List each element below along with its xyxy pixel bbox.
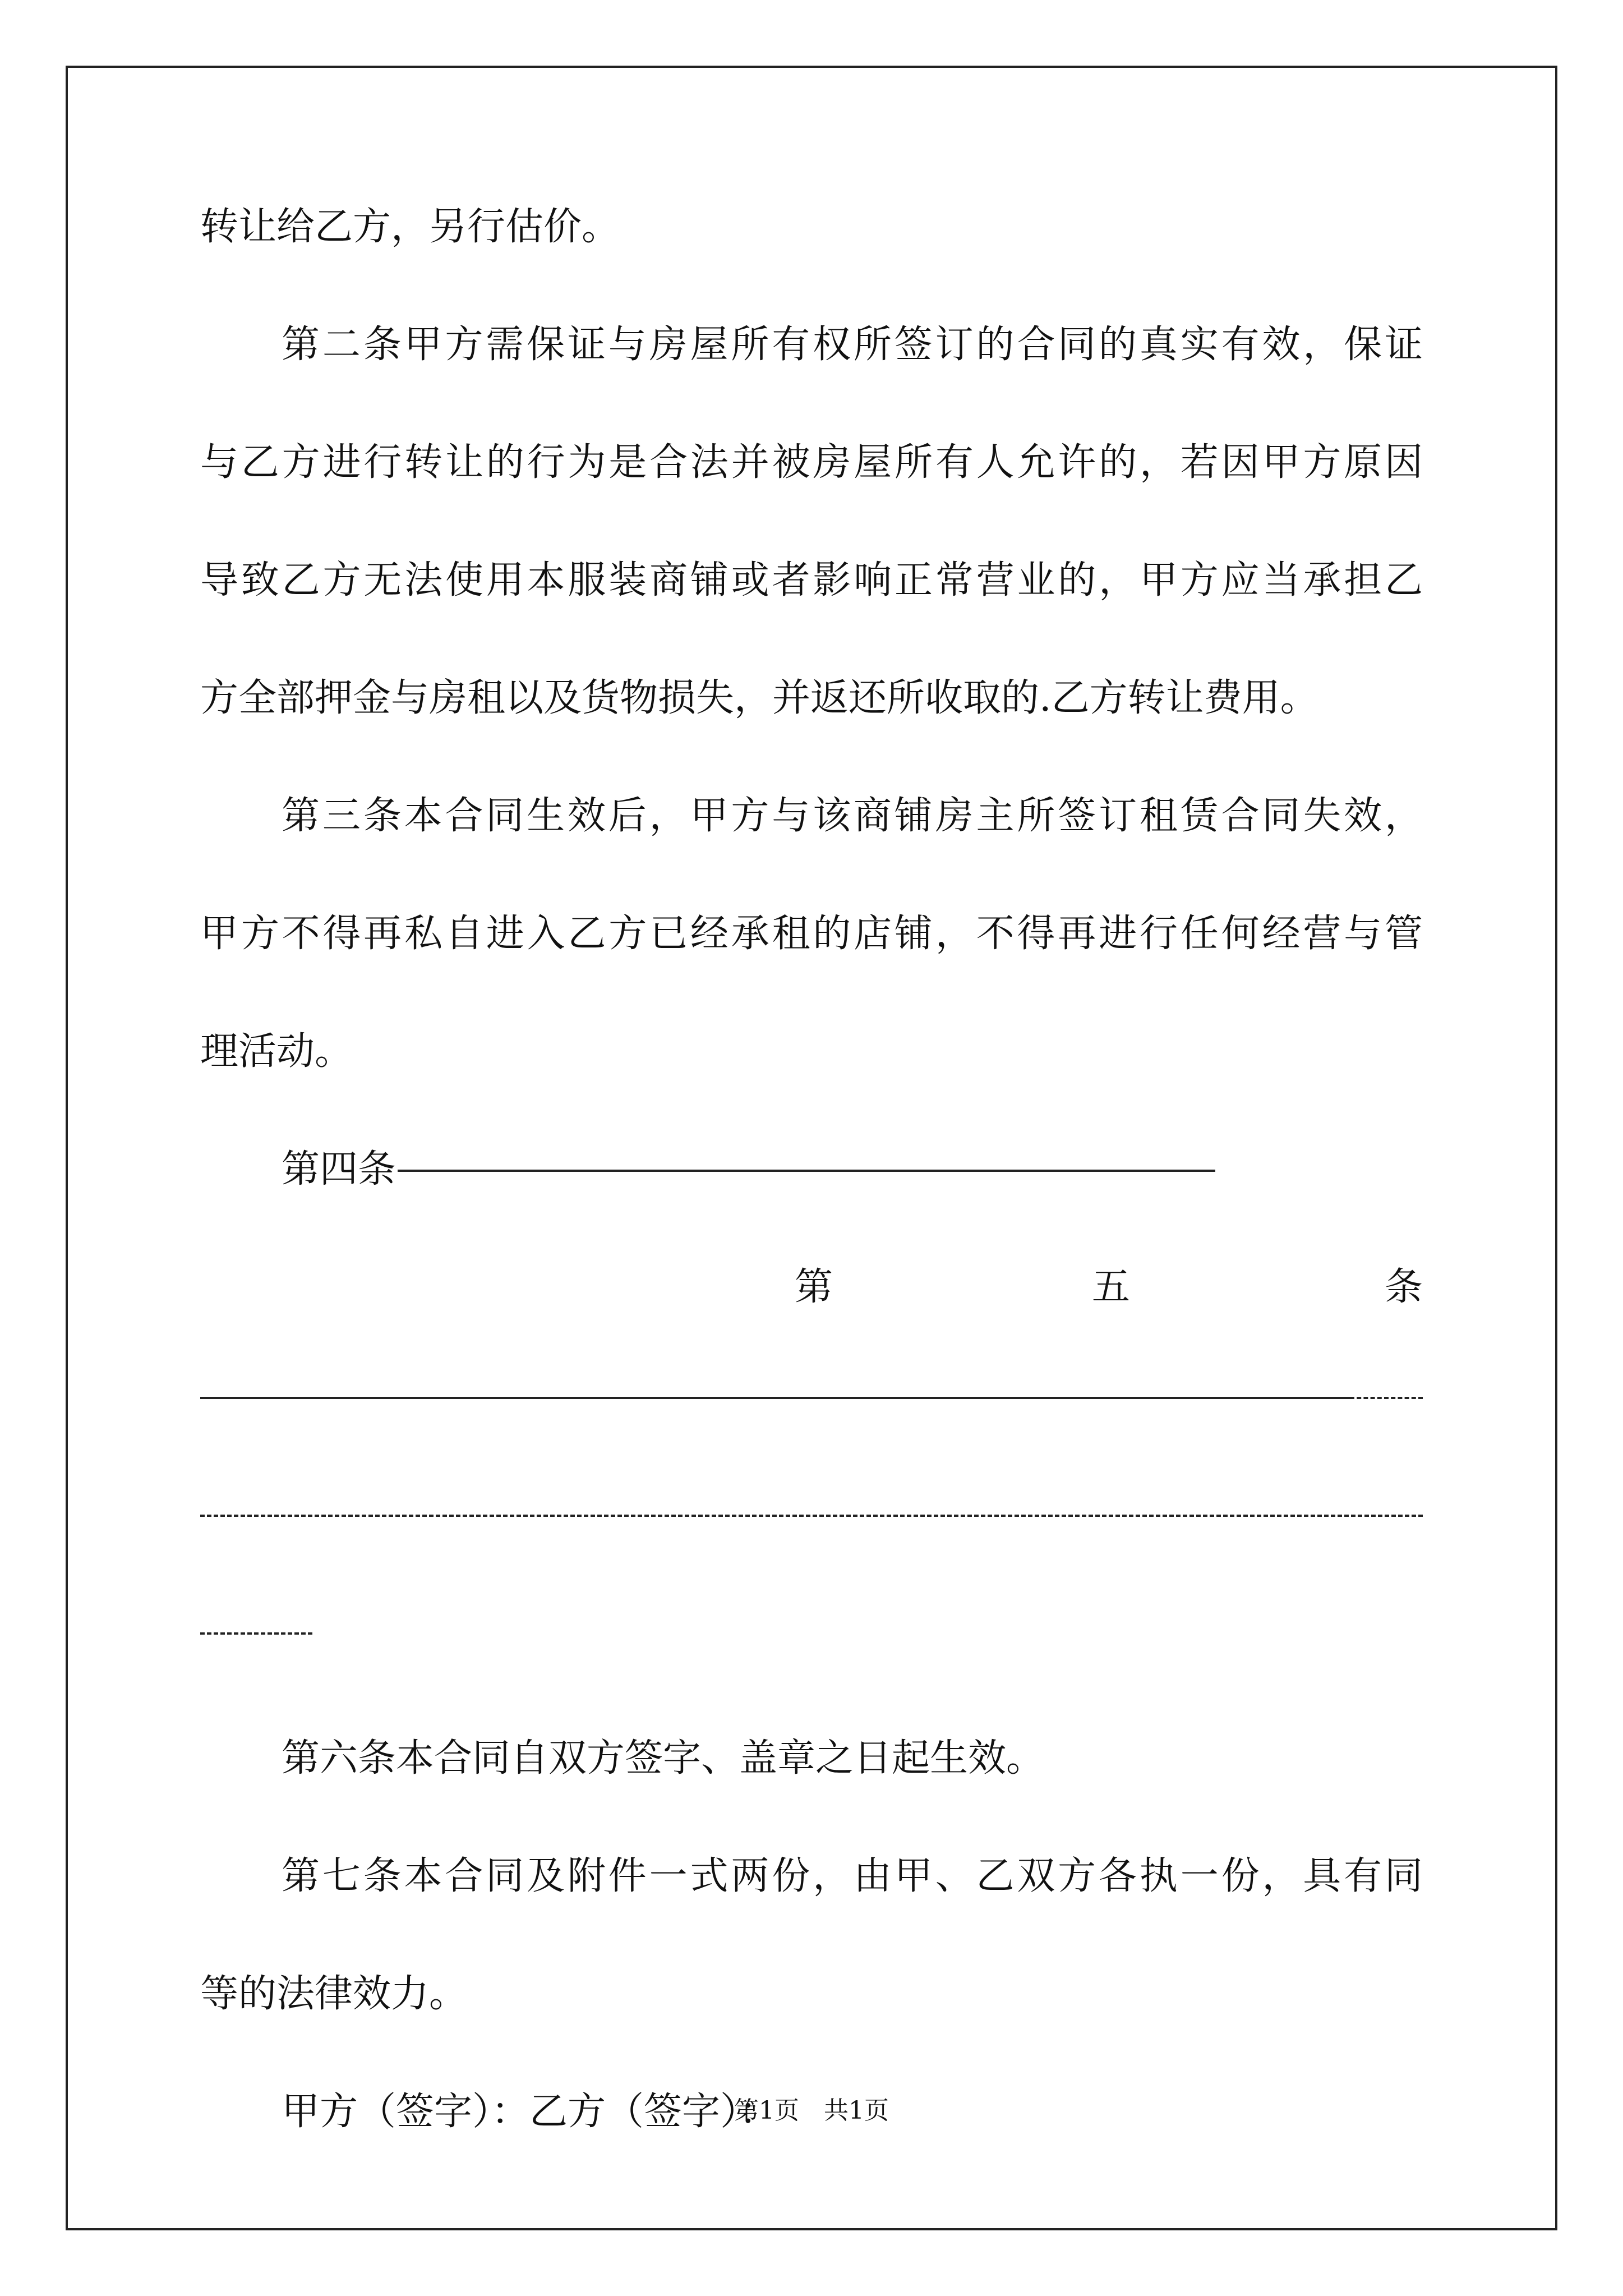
- paragraph-line: 甲方不得再私自进入乙方已经承租的店铺，不得再进行任何经营与管: [200, 912, 1423, 956]
- article-5-char: 条: [1385, 1265, 1423, 1309]
- paragraph-line: 第二条甲方需保证与房屋所有权所签订的合同的真实有效，保证: [282, 323, 1423, 367]
- article-5-blank-line: [200, 1397, 1350, 1399]
- page-number: 第1页 共1页: [734, 2096, 889, 2125]
- article-4-label: 第四条: [282, 1147, 396, 1191]
- paragraph-line: 导致乙方无法使用本服装商铺或者影响正常营业的，甲方应当承担乙: [200, 558, 1423, 602]
- article-5-char: 五: [1092, 1265, 1131, 1309]
- article-5-blank-line-tail: [1350, 1397, 1423, 1399]
- paragraph-line: 第六条本合同自双方签字、盖章之日起生效。: [282, 1736, 1045, 1780]
- paragraph-line: 转让给乙方，另行估价。: [200, 205, 620, 249]
- signature-line: 甲方（签字）：乙方（签字）：: [282, 2090, 778, 2134]
- paragraph-line: 与乙方进行转让的行为是合法并被房屋所有人允许的，若因甲方原因: [200, 440, 1423, 485]
- article-4-blank-line: [398, 1170, 1215, 1172]
- paragraph-line: 理活动。: [200, 1029, 353, 1074]
- article-5-blank-line: [200, 1632, 312, 1635]
- paragraph-line: 等的法律效力。: [200, 1972, 468, 2016]
- article-5-blank-line: [200, 1515, 1423, 1517]
- paragraph-line: 第七条本合同及附件一式两份，由甲、乙双方各执一份，具有同: [282, 1854, 1423, 1898]
- article-5-char: 第: [795, 1265, 833, 1309]
- paragraph-line: 第三条本合同生效后，甲方与该商铺房主所签订租赁合同失效，: [282, 794, 1423, 838]
- paragraph-line: 方全部押金与房租以及货物损失，并返还所收取的.乙方转让费用。: [200, 676, 1318, 720]
- article-5-heading: [200, 1262, 1423, 1313]
